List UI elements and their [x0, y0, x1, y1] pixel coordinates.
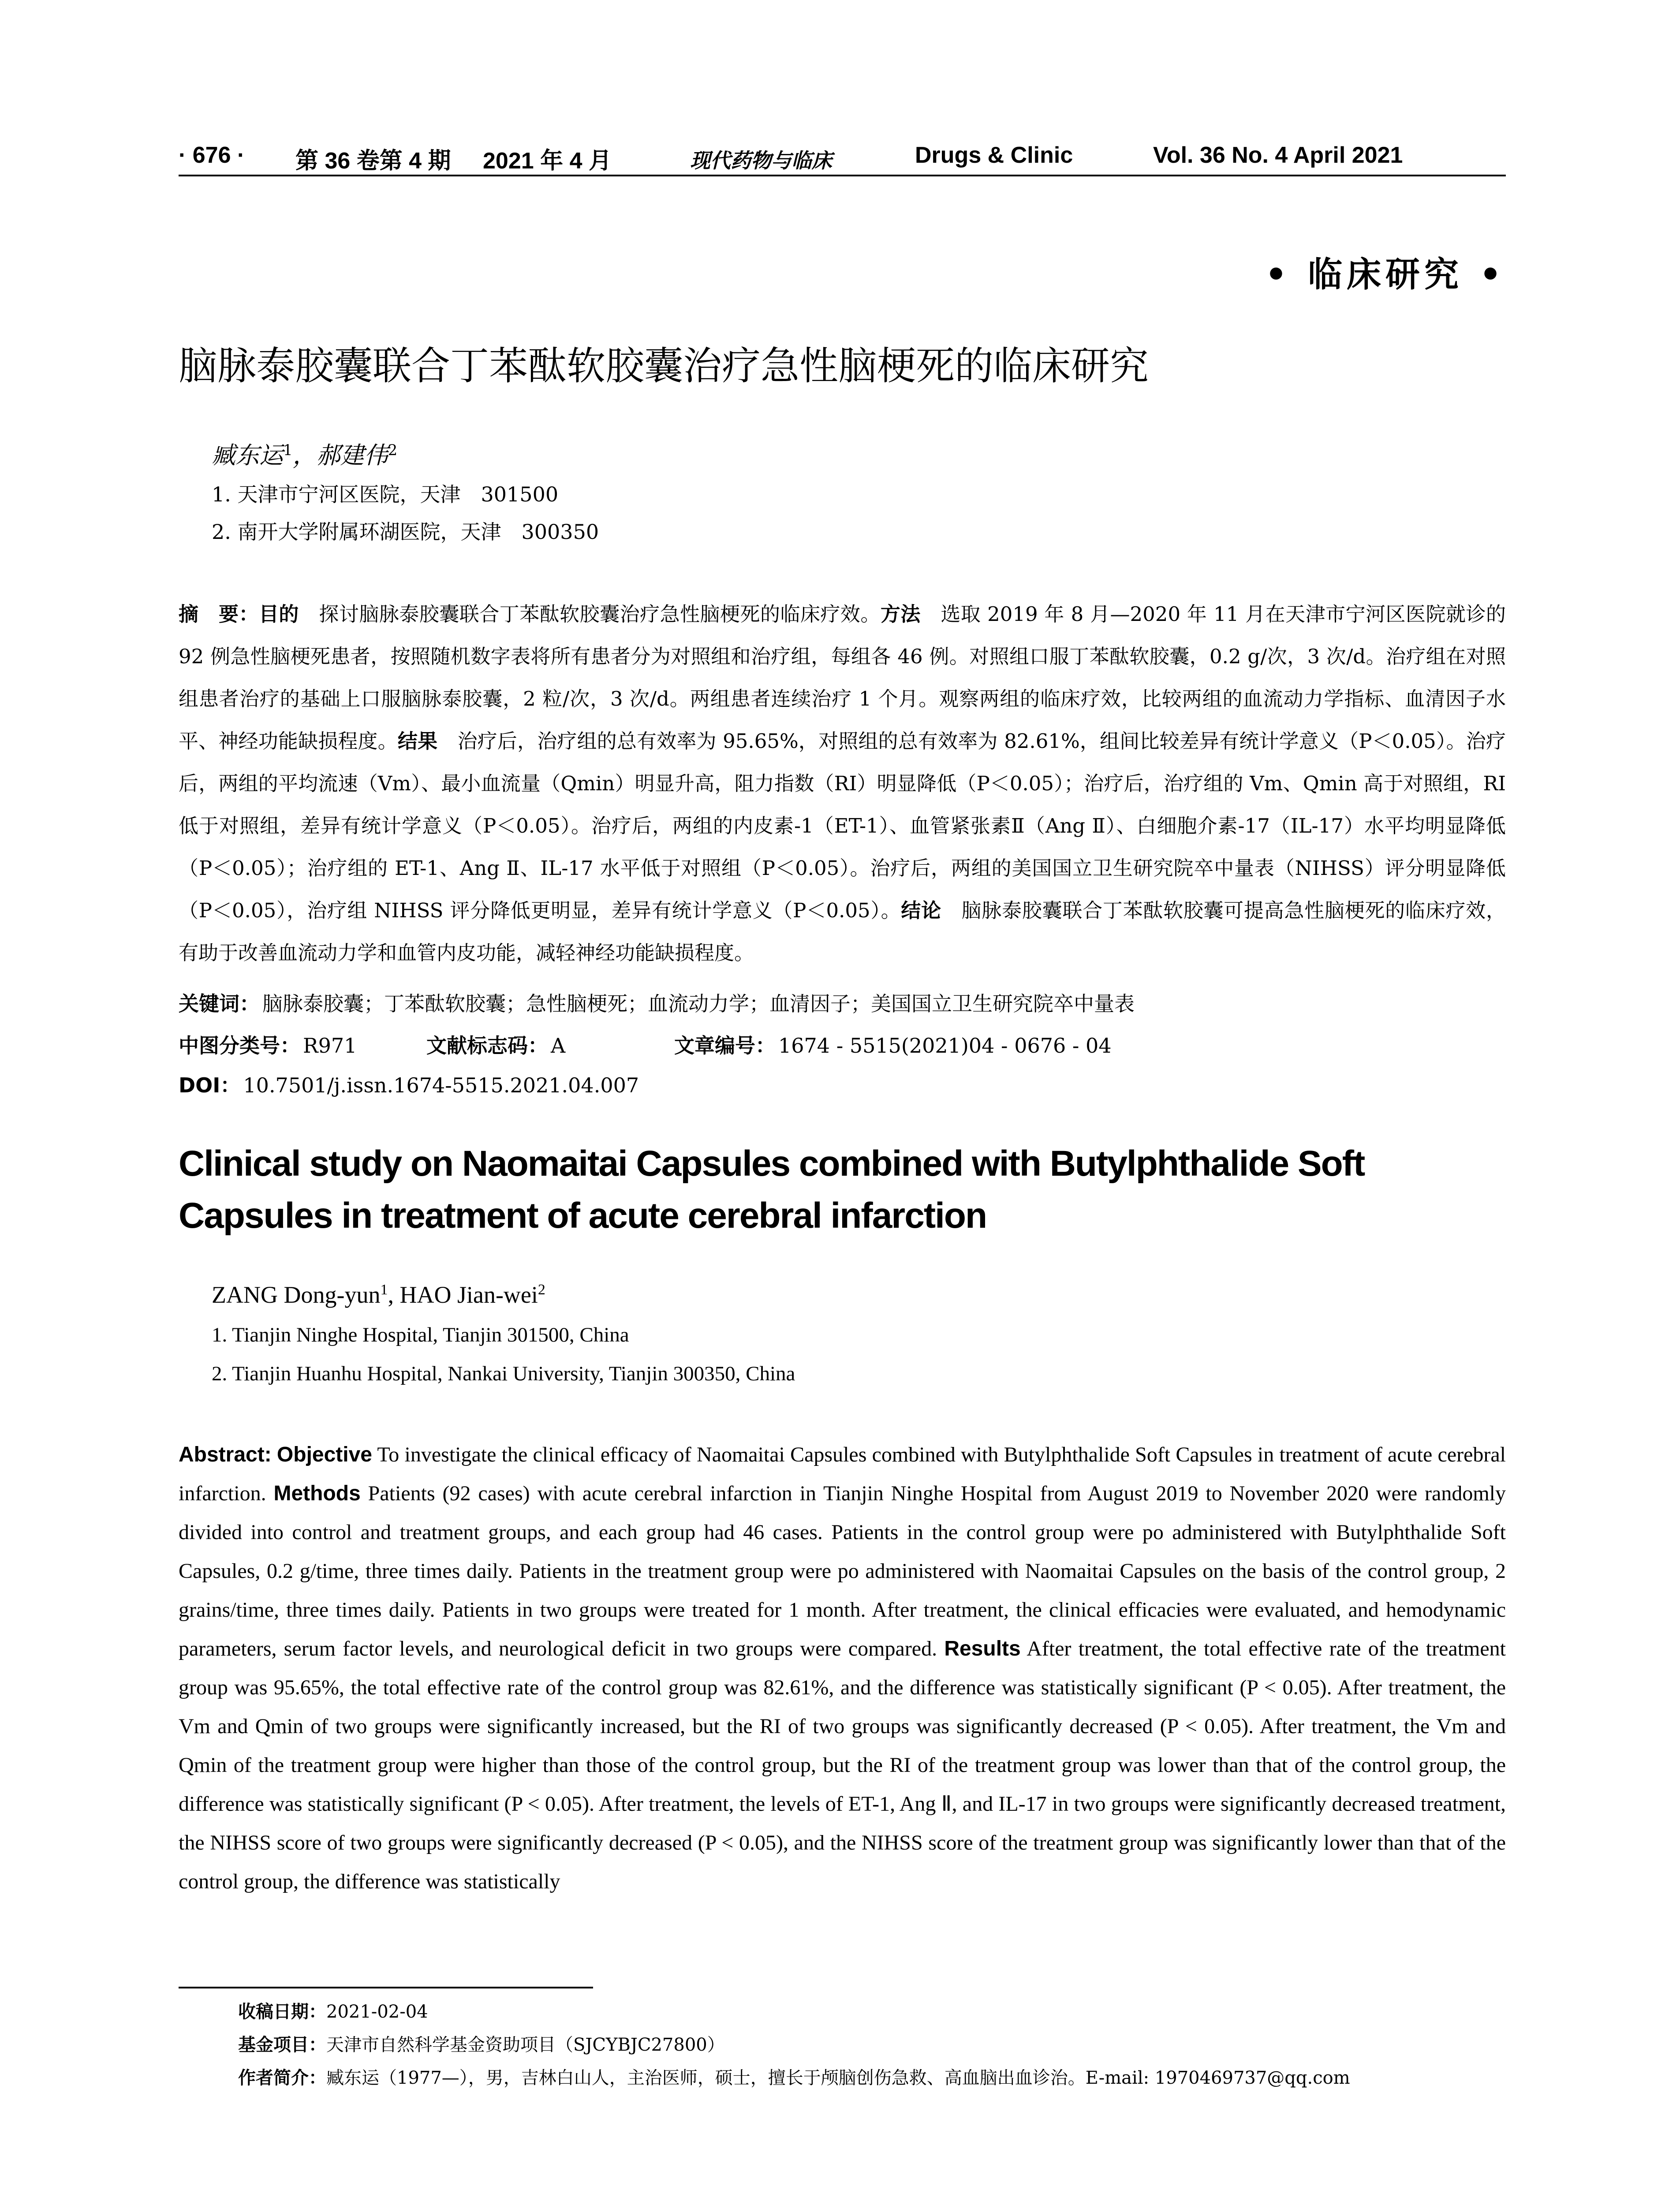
chinese-affiliation-2: 2. 南开大学附属环湖医院，天津 300350	[212, 520, 599, 544]
running-header	[179, 140, 1506, 176]
results-text: 治疗后，治疗组的总有效率为 95.65%，对照组的总有效率为 82.61%，组间比较差异有统计学意义（P＜0.05）。治疗后，两组的平均流速（Vm）、最小血流量（Qmin）明显升高，阻力指数（RI）明显降低（P＜0.05）；治疗后，治疗组的 Vm、Qmin 高于对照组，RI 低于对照组，差异有统计学意义（P＜0.05）。治疗后，两组的内皮素-1（ET-1）、血管紧张素Ⅱ（Ang Ⅱ）、白细胞介素-17（IL-17）水平均明显降低（P＜0.05）；治疗组的 ET-1、Ang Ⅱ、IL-17 水平低于对照组（P＜0.05）。治疗后，两组的美国国立卫生研究院卒中量表（NIHSS）评分明显降低（P＜0.05），治疗组 NIHSS 评分降低更明显，差异有统计学意义（P＜0.05）。	[179, 729, 1506, 922]
volume-cn: 第 36 卷第 4 期	[295, 148, 451, 174]
author-name: HAO Jian-wei	[399, 1282, 538, 1308]
affiliation-marker: 1	[283, 441, 293, 459]
objective-text: To investigate the clinical efficacy of Naomaitai Capsules combined with Butylphthalide Soft Capsules in treatment of acute cerebral infarction.	[179, 1443, 1506, 1505]
objective-text: 探讨脑脉泰胶囊联合丁苯酞软胶囊治疗急性脑梗死的临床疗效。	[299, 602, 881, 626]
bio-label: 作者简介：	[238, 2068, 326, 2088]
affiliation-marker: 1	[380, 1282, 388, 1298]
methods-label: Methods	[273, 1482, 361, 1505]
date-cn: 2021 年 4 月	[483, 148, 612, 174]
results-text: After treatment, the total effective rate of the treatment group was 95.65%, the total effective rate of the control group was 82.61%, and the difference was statistically significant (P < 0.05). After treatment, the Vm and Qmin of two groups were significantly increased, but the RI of two groups was significantly decreased (P < 0.05). After treatment, the Vm and Qmin of the treatment group were higher than those of the control group, but the RI of the treatment group was lower than that of the control group, the difference was statistically significant (P < 0.05). After treatment, the levels of ET-1, Ang Ⅱ, and IL-17 in two groups were significantly decreased treatment, the NIHSS score of two groups were significantly decreased (P < 0.05), and the NIHSS score of the treatment group was significantly lower than that of the control group, the difference was statistically	[179, 1637, 1506, 1893]
doi-value: 10.7501/j.issn.1674-5515.2021.04.007	[243, 1073, 639, 1097]
doi-line	[179, 1069, 639, 1099]
abstract-label: Abstract:	[179, 1443, 272, 1466]
author-separator: ，	[292, 441, 317, 469]
abstract-label: 摘 要：	[179, 602, 259, 626]
english-abstract	[179, 1435, 1506, 1901]
journal-name-cn: 现代药物与临床	[690, 149, 832, 172]
affiliation-marker: 2	[538, 1282, 545, 1298]
fund-text: 天津市自然科学基金资助项目（SJCYBJC27800）	[326, 2035, 725, 2055]
english-authors	[212, 1281, 545, 1308]
chinese-title: 脑脉泰胶囊联合丁苯酞软胶囊治疗急性脑梗死的临床研究	[179, 343, 1149, 389]
english-affiliation-2: 2. Tianjin Huanhu Hospital, Nankai University, Tianjin 300350, China	[212, 1362, 795, 1385]
chinese-authors	[212, 437, 397, 471]
affiliation-marker: 2	[388, 441, 398, 459]
page-number: · 676 ·	[179, 142, 245, 168]
author-separator: ,	[388, 1282, 400, 1308]
received-date: 2021-02-04	[326, 2002, 428, 2022]
keywords: 脑脉泰胶囊；丁苯酞软胶囊；急性脑梗死；血流动力学；血清因子；美国国立卫生研究院卒中量表	[262, 992, 1135, 1016]
footnote-divider	[179, 1987, 593, 1988]
document-code-label: 文献标志码：	[426, 1034, 548, 1058]
received-date-note	[238, 1998, 428, 2023]
classification-line	[179, 1030, 1112, 1059]
clc-label: 中图分类号：	[179, 1034, 300, 1058]
methods-text: Patients (92 cases) with acute cerebral infarction in Tianjin Ninghe Hospital from August 2019 to November 2020 were randomly divided into control and treatment groups, and each group had 46 cases. Patients in the control group were po administered with Butylphthalide Soft Capsules, 0.2 g/time, three times daily. Patients in the treatment group were po administered with Naomaitai Capsules on the basis of the control group, 2 grains/time, three times daily. Patients in two groups were treated for 1 month. After treatment, the clinical efficacies were evaluated, and hemodynamic parameters, serum factor levels, and neurological deficit in two groups were compared.	[179, 1482, 1506, 1660]
article-number-label: 文章编号：	[674, 1034, 776, 1058]
methods-text: 选取 2019 年 8 月—2020 年 11 月在天津市宁河区医院就诊的 92 例急性脑梗死患者，按照随机数字表将所有患者分为对照组和治疗组，每组各 46 例。对照组口服丁苯酞软胶囊，0.2 g/次，3 次/d。治疗组在对照组患者治疗的基础上口服脑脉泰胶囊，2 粒/次，3 次/d。两组患者连续治疗 1 个月。观察两组的临床疗效，比较两组的血流动力学指标、血清因子水平、神经功能缺损程度。	[179, 602, 1506, 753]
english-affiliation-1: 1. Tianjin Ninghe Hospital, Tianjin 301500, China	[212, 1323, 629, 1346]
keywords-line	[179, 988, 1135, 1017]
volume-en: Vol. 36 No. 4 April 2021	[1153, 142, 1403, 168]
received-label: 收稿日期：	[238, 2002, 326, 2022]
author-name: ZANG Dong-yun	[212, 1282, 381, 1308]
section-label: • 临床研究 •	[1265, 254, 1506, 295]
doi-label: DOI：	[179, 1073, 241, 1097]
chinese-abstract	[179, 593, 1506, 974]
clc-value: R971	[303, 1034, 357, 1058]
objective-label: Objective	[276, 1443, 372, 1466]
conclusion-label: 结论	[901, 899, 941, 922]
document-code-value: A	[551, 1034, 566, 1058]
author-name: 臧东运	[212, 441, 283, 469]
results-label: Results	[944, 1637, 1021, 1660]
journal-name-en: Drugs & Clinic	[915, 142, 1073, 168]
objective-label: 目的	[258, 602, 299, 626]
funding-note	[238, 2031, 725, 2056]
results-label: 结果	[397, 729, 438, 753]
author-name: 郝建伟	[316, 441, 388, 469]
fund-label: 基金项目：	[238, 2035, 326, 2055]
methods-label: 方法	[880, 602, 921, 626]
bio-text: 臧东运（1977—），男，吉林白山人，主治医师，硕士，擅长于颅脑创伤急救、高血脑出血诊治。E-mail: 1970469737@qq.com	[326, 2068, 1350, 2088]
chinese-affiliation-1: 1. 天津市宁河区医院，天津 301500	[212, 482, 559, 506]
conclusion-text: 脑脉泰胶囊联合丁苯酞软胶囊可提高急性脑梗死的临床疗效，有助于改善血流动力学和血管内皮功能，减轻神经功能缺损程度。	[179, 899, 1506, 964]
keywords-label: 关键词：	[179, 992, 260, 1016]
author-bio-note	[238, 2064, 1350, 2089]
article-number-value: 1674 - 5515(2021)04 - 0676 - 04	[778, 1034, 1112, 1058]
english-title: Clinical study on Naomaitai Capsules combined with Butylphthalide Soft Capsules in treatment of acute cerebral infarction	[179, 1144, 1365, 1236]
